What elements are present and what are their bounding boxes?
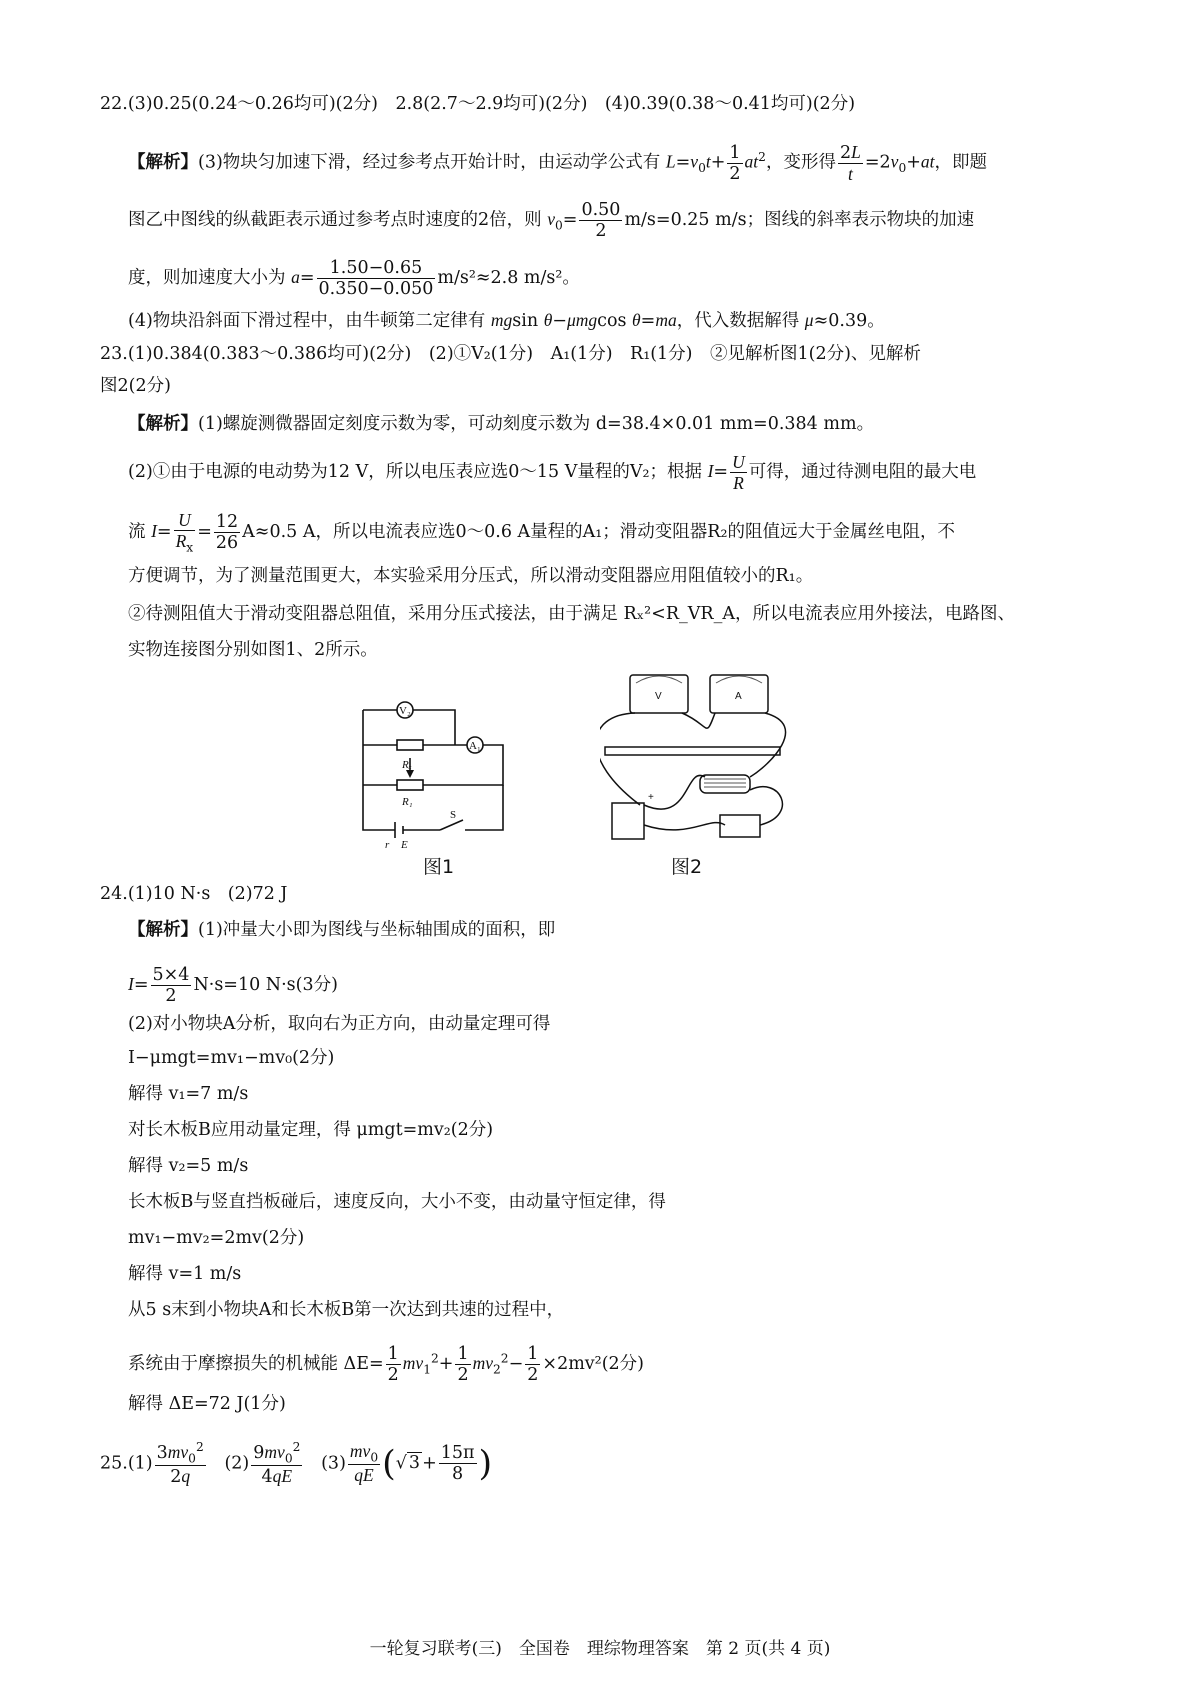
- meter-label-v: V: [655, 691, 662, 702]
- q23-analysis-line5: ②待测阻值大于滑动变阻器总阻值，采用分压式接法，由于满足 Rₓ²<R_VR_A，所以电流表应用外接法，电路图、: [128, 604, 1015, 624]
- q22-analysis-line1: 【解析】(3)物块匀加速下滑，经过参考点开始计时，由运动学公式有 $L=v_0t+$ $\frac{1}{2}$ $at^2$，变形得 $\frac{2L}{t}$ $=2v_0+at$，即题: [128, 142, 988, 185]
- figure1-caption: 图1: [423, 856, 455, 878]
- q24-analysis-line2: I= $\frac{5\times 4}{2}$ N·s=10 N·s(3分): [128, 965, 338, 1007]
- q23-answer-line1: 23.(1)0.384(0.383～0.386均可)(2分) (2)①V₂(1分) A₁(1分) R₁(1分) ②见解析图1(2分)、见解析: [100, 344, 921, 364]
- q22-analysis-line2: 图乙中图线的纵截距表示通过参考点时速度的2倍，则 $v_0=$ $\frac{0.50}{2}$ m/s=0.25 m/s；图线的斜率表示物块的加速: [128, 200, 975, 242]
- battery-plus: +: [648, 792, 654, 803]
- q24-analysis-line8: 长木板B与竖直挡板碰后，速度反向，大小不变，由动量守恒定律，得: [128, 1192, 666, 1212]
- page-footer: 一轮复习联考(三) 全国卷 理综物理答案 第 2 页(共 4 页): [369, 1639, 831, 1659]
- analysis-tag: 【解析】: [128, 920, 198, 940]
- q24-answer: 24.(1)10 N·s (2)72 J: [100, 884, 288, 904]
- label-r1: R₁: [402, 796, 413, 808]
- q24-analysis-line3: (2)对小物块A分析，取向右为正方向，由动量定理可得: [128, 1014, 551, 1034]
- wiring-diagram-figure2: [600, 665, 830, 850]
- label-s: S: [450, 809, 457, 821]
- figure2-caption: 图2: [671, 856, 703, 878]
- q24-analysis-line12: 系统由于摩擦损失的机械能 ΔE= $\frac{1}{2}$ $mv_1^2+$ $\frac{1}{2}$ $mv_2^2-$ $\frac{1}{2}$ ×2mv²(2分): [128, 1344, 644, 1386]
- q24-analysis-line13: 解得 ΔE=72 J(1分): [128, 1394, 286, 1414]
- circuit-diagram-figure1: [355, 690, 530, 850]
- label-r: r: [385, 839, 390, 850]
- label-e: E: [401, 839, 408, 850]
- analysis-tag: 【解析】: [128, 152, 198, 173]
- q22-analysis-line4: (4)物块沿斜面下滑过程中，由牛顿第二定律有 mgsin θ−μmgcos θ=ma，代入数据解得 μ≈0.39。: [128, 310, 885, 331]
- q22-analysis-line3: 度，则加速度大小为 a= $\frac{1.50-0.65}{0.350-0.050}$ m/s²≈2.8 m/s²。: [128, 258, 580, 300]
- q24-analysis-line6: 对长木板B应用动量定理，得 μmgt=mv₂(2分): [128, 1120, 494, 1140]
- q25-answer: 25.(1) $\frac{3mv_0^2}{2q}$ (2) $\frac{9mv_0^2}{4qE}$ (3) $\frac{mv_0}{qE}$ (√ 3 + $\frac{15\pi}{8}$ ): [100, 1440, 493, 1488]
- q24-analysis-line9: mv₁−mv₂=2mv(2分): [128, 1228, 305, 1248]
- label-v2: V₂: [399, 705, 411, 717]
- q23-answer-line2: 图2(2分): [100, 376, 171, 396]
- q23-analysis-line1: 【解析】(1)螺旋测微器固定刻度示数为零，可动刻度示数为 d=38.4×0.01 mm=0.384 mm。: [128, 414, 875, 434]
- q24-analysis-line11: 从5 s末到小物块A和长木板B第一次达到共速的过程中，: [128, 1300, 565, 1320]
- q22-answer: 22.(3)0.25(0.24～0.26均可)(2分) 2.8(2.7～2.9均可)(2分) (4)0.39(0.38～0.41均可)(2分): [100, 94, 856, 114]
- q23-analysis-line3: 流 I= $\frac{U}{R_x}$ = $\frac{12}{26}$ A≈0.5 A，所以电流表应选0～0.6 A量程的A₁；滑动变阻器R₂的阻值远大于金属丝电阻，不: [128, 510, 955, 555]
- q24-analysis-line1: 【解析】(1)冲量大小即为图线与坐标轴围成的面积，即: [128, 920, 556, 940]
- q24-analysis-line10: 解得 v=1 m/s: [128, 1264, 242, 1284]
- meter-label-a: A: [735, 691, 742, 702]
- q24-analysis-line7: 解得 v₂=5 m/s: [128, 1156, 249, 1176]
- q23-analysis-line4: 方便调节，为了测量范围更大，本实验采用分压式，所以滑动变阻器应用阻值较小的R₁。: [128, 566, 814, 586]
- label-a1: A₁: [469, 740, 481, 752]
- label-rx: Rₓ: [402, 759, 412, 771]
- analysis-tag: 【解析】: [128, 414, 198, 434]
- q23-analysis-line6: 实物连接图分别如图1、2所示。: [128, 640, 378, 660]
- q24-analysis-line5: 解得 v₁=7 m/s: [128, 1084, 249, 1104]
- q24-analysis-line4: I−μmgt=mv₁−mv₀(2分): [128, 1048, 335, 1068]
- q23-analysis-line2: (2)①由于电源的电动势为12 V，所以电压表应选0～15 V量程的V₂；根据 I= $\frac{U}{R}$ 可得，通过待测电阻的最大电: [128, 452, 977, 494]
